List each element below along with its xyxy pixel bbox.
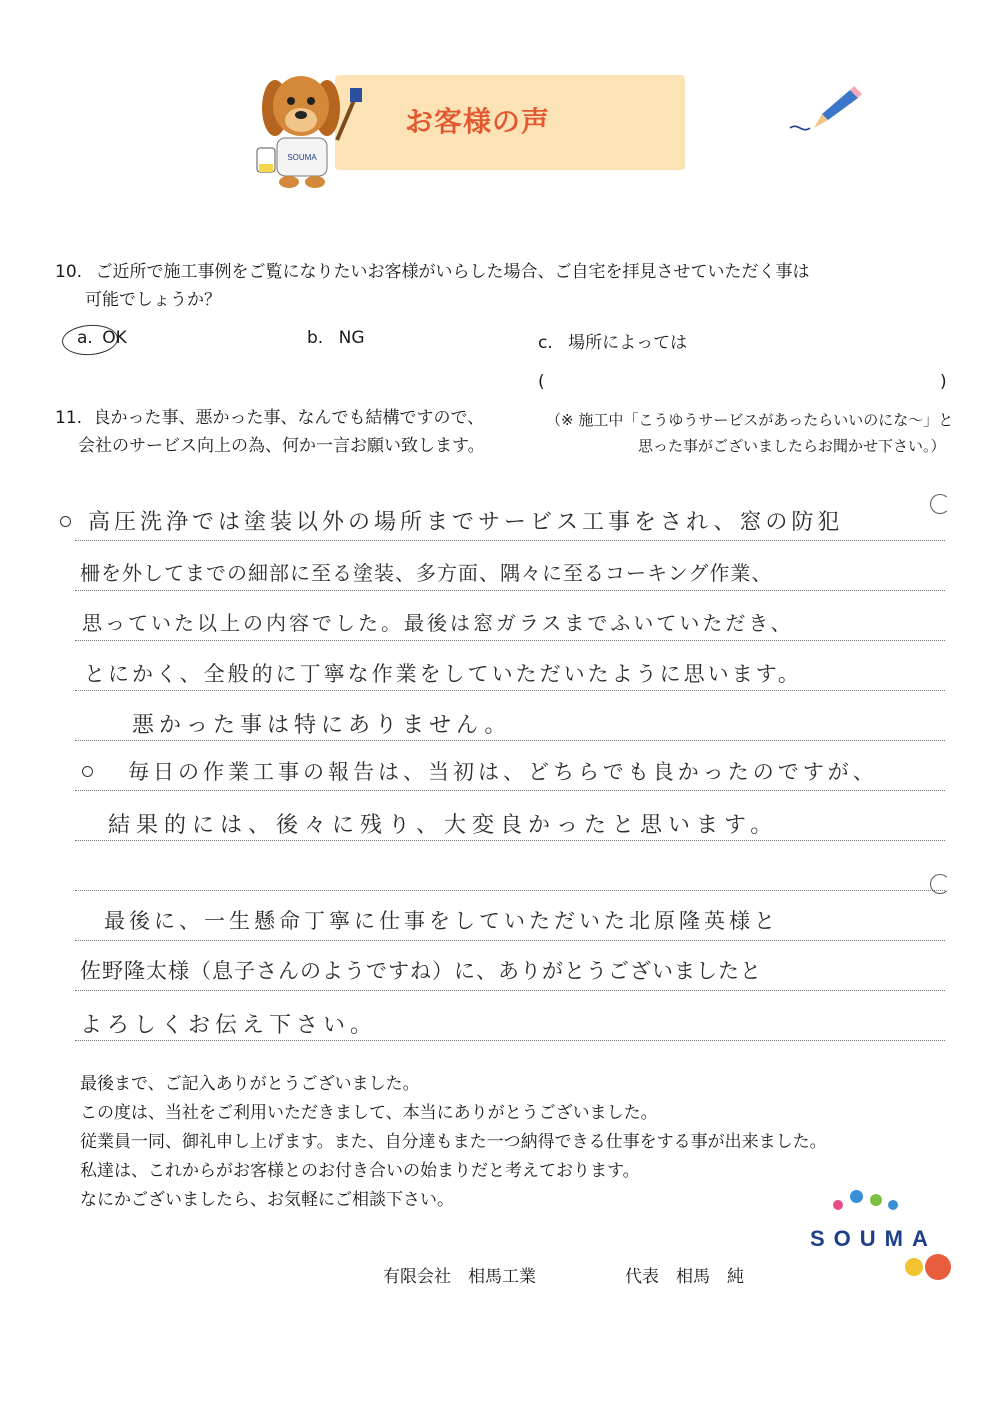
handwritten-line: よろしくお伝え下さい。 bbox=[80, 1013, 378, 1038]
paren-close: ) bbox=[940, 372, 947, 392]
option-a[interactable] bbox=[77, 328, 127, 348]
company-name: 有限会社 相馬工業 bbox=[383, 1267, 536, 1287]
ruled-line bbox=[75, 940, 945, 941]
page-title: お客様の声 bbox=[405, 105, 551, 138]
handwritten-line: 柵を外してまでの細部に至る塗装、多方面、隅々に至るコーキング作業、 bbox=[80, 561, 773, 585]
handwritten-line: 最後に、一生懸命丁寧に仕事をしていただいた北原隆英様と bbox=[104, 909, 779, 933]
pencil-icon bbox=[788, 84, 863, 140]
question-text: 良かった事、悪かった事、なんでも結構ですので、 bbox=[93, 408, 485, 428]
handwritten-line: 高圧洗浄では塗装以外の場所までサービス工事をされ、窓の防犯 bbox=[88, 510, 844, 535]
logo-dot bbox=[925, 1254, 951, 1280]
question-text-continued: 可能でしょうか？ bbox=[85, 290, 221, 310]
logo-dot bbox=[888, 1200, 898, 1210]
margin-mark bbox=[930, 874, 950, 894]
ruled-line bbox=[75, 790, 945, 791]
logo-dot bbox=[870, 1194, 882, 1206]
closing-message bbox=[80, 1070, 827, 1215]
closing-line: 私達は、これからがお客様とのお付き合いの始まりだと考えております。 bbox=[80, 1161, 640, 1181]
option-letter: b. bbox=[307, 328, 324, 348]
option-label: NG bbox=[338, 328, 365, 348]
ruled-line bbox=[75, 740, 945, 741]
logo-dot bbox=[833, 1200, 843, 1210]
ruled-line bbox=[75, 840, 945, 841]
option-letter: a. bbox=[77, 328, 93, 348]
ruled-line bbox=[75, 990, 945, 991]
ruled-line bbox=[75, 540, 945, 541]
handwritten-line: 悪かった事は特にありません。 bbox=[132, 713, 512, 738]
question-10 bbox=[55, 258, 809, 286]
ruled-line bbox=[75, 890, 945, 891]
handwritten-line: 思っていた以上の内容でした。最後は窓ガラスまでふいていただき、 bbox=[82, 611, 794, 635]
paren-open: ( bbox=[538, 372, 545, 392]
handwritten-line: とにかく、全般的に丁寧な作業をしていただいたように思います。 bbox=[84, 662, 802, 686]
margin-mark bbox=[930, 494, 950, 514]
handwritten-bullet bbox=[60, 516, 71, 527]
question-text-continued: 会社のサービス向上の為、何か一言お願い致します。 bbox=[78, 436, 485, 456]
logo-dot bbox=[905, 1258, 923, 1276]
mascot-shirt-text: SOUMA bbox=[287, 153, 317, 162]
handwritten-line: 佐野隆太様（息子さんのようですね）に、ありがとうございましたと bbox=[80, 959, 762, 983]
ruled-line bbox=[75, 640, 945, 641]
representative-name: 代表 相馬 純 bbox=[625, 1267, 744, 1287]
dog-mascot-icon bbox=[255, 68, 370, 193]
handwritten-line: 毎日の作業工事の報告は、当初は、どちらでも良かったのですが、 bbox=[128, 760, 878, 784]
option-c[interactable] bbox=[538, 328, 687, 353]
company-logo: SOUMA bbox=[810, 1226, 937, 1251]
closing-line: なにかございましたら、お気軽にご相談下さい。 bbox=[80, 1190, 454, 1210]
closing-line: 従業員一同、御礼申し上げます。また、自分達もまた一つ納得できる仕事をする事が出来ました。 bbox=[80, 1132, 827, 1152]
closing-line: 最後まで、ご記入ありがとうございました。 bbox=[80, 1074, 420, 1094]
ruled-line bbox=[75, 590, 945, 591]
question-text: ご近所で施工事例をご覧になりたいお客様がいらした場合、ご自宅を拝見させていただく事は bbox=[95, 262, 810, 282]
question-11 bbox=[55, 404, 484, 432]
question-number: 11. bbox=[55, 408, 83, 428]
closing-line: この度は、当社をご利用いただきまして、本当にありがとうございました。 bbox=[80, 1103, 658, 1123]
option-b[interactable] bbox=[307, 328, 365, 348]
logo-dot bbox=[850, 1190, 863, 1203]
option-label: 場所によっては bbox=[568, 333, 688, 353]
ruled-line bbox=[75, 690, 945, 691]
ruled-line bbox=[75, 1040, 945, 1041]
question-note: （※ 施工中「こうゆうサービスがあったらいいのにな～」と bbox=[546, 411, 954, 429]
handwritten-bullet bbox=[82, 766, 93, 777]
handwritten-line: 結果的には、後々に残り、大変良かったと思います。 bbox=[108, 813, 779, 838]
question-note-continued: 思った事がございましたらお聞かせ下さい。） bbox=[638, 437, 946, 455]
option-letter: c. bbox=[538, 333, 553, 353]
option-label: OK bbox=[102, 328, 127, 348]
question-number: 10. bbox=[55, 262, 83, 282]
